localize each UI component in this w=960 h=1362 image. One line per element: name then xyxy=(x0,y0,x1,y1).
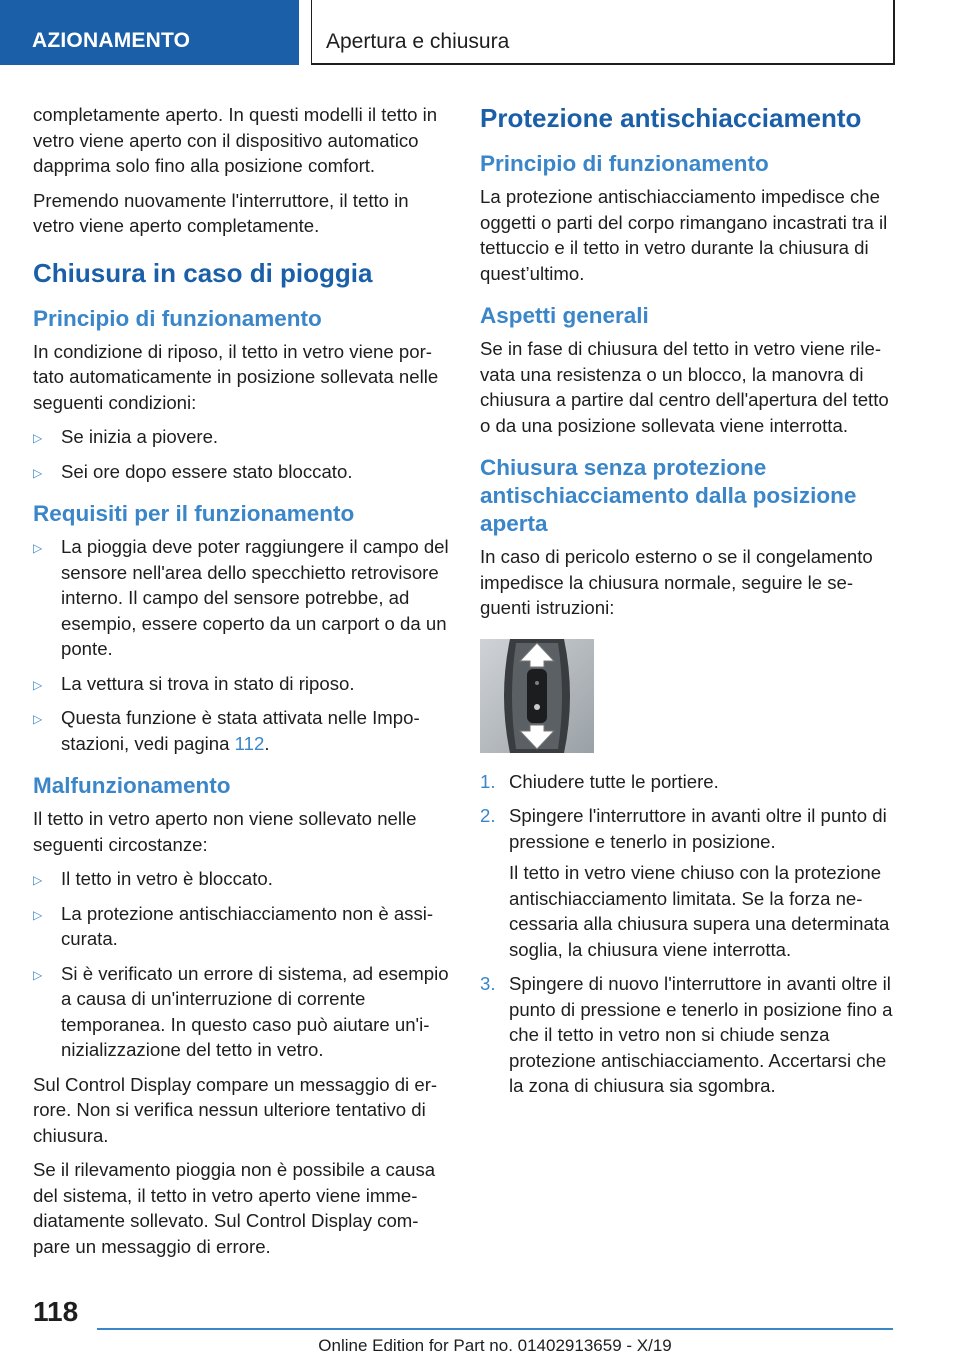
bullet-triangle-icon: ▷ xyxy=(33,677,43,692)
footer-divider xyxy=(97,1328,893,1330)
bullet-triangle-icon: ▷ xyxy=(33,431,43,445)
roof-switch-figure xyxy=(480,639,594,753)
right-column xyxy=(480,102,896,1108)
paragraph: Il tetto in vetro aperto non viene sollevato nelle seguenti circostanze: xyxy=(33,808,417,855)
rain-conditions-list xyxy=(33,424,449,484)
page-number: 118 xyxy=(33,1296,79,1327)
bullet-triangle-icon: ▷ xyxy=(33,873,43,887)
list-item: 3. Spingere di nuovo l'interruttore in avanti oltre il punto di pressione e tenerlo in posizione fino a che il tetto in vetro non si chiude senza protezione antischiacciamento. Accertarsi che la zona di chiusura sia sgombra. xyxy=(480,973,893,1096)
paragraph: Sul Control Display compare un messaggio di errore. Non si verifica nessun ulteriore tentativo di chiusura. xyxy=(33,1073,438,1146)
subheading-principle: Principio di funzionamento xyxy=(480,151,769,176)
subheading-closing-without-protection: Chiusura senza protezione antischiacciamento dalla posizione aperta xyxy=(480,455,857,536)
list-item: ▷ La vettura si trova in stato di riposo. xyxy=(33,671,449,697)
bullet-triangle-icon: ▷ xyxy=(33,541,43,555)
requirements-list xyxy=(33,534,449,756)
heading-rain-closing: Chiusura in caso di pioggia xyxy=(33,257,373,288)
header-section: AZIONAMENTO xyxy=(0,0,299,65)
bullet-triangle-icon: ▷ xyxy=(33,712,43,726)
left-column xyxy=(33,102,449,1268)
subheading-general: Aspetti generali xyxy=(480,303,649,328)
paragraph: In condizione di riposo, il tetto in vetro viene portato automaticamente in posizione sollevata nelle seguenti condizioni: xyxy=(33,340,439,413)
paragraph: Se il rilevamento pioggia non è possibile a causa del sistema, il tetto in vetro aperto viene immediatamente sollevato. Sul Control Display compare un messaggio di errore. xyxy=(33,1159,436,1257)
subheading-malfunction: Malfunzionamento xyxy=(33,773,231,798)
list-item: ▷ La pioggia deve poter raggiungere il campo del sensore nell'area dello specchietto retrovisore interno. Il campo del sensore potrebbe, ad esempio, essere coperto da un carport o da un ponte. xyxy=(33,536,449,659)
heading-anti-trap: Protezione antischiacciamento xyxy=(480,103,862,133)
list-item: ▷ Il tetto in vetro è bloccato. xyxy=(33,866,449,892)
list-item: 1. Chiudere tutte le portiere. xyxy=(480,770,719,792)
paragraph: La protezione antischiacciamento impedisce che oggetti o parti del corpo rimangano incastrati tra il tettuccio e il tetto in vetro durante la chiusura di quest’ultimo. xyxy=(480,186,888,284)
step-note: Il tetto in vetro viene chiuso con la protezione antischiacciamento limitata. Se la forza necessaria alla chiusura supera una determinata soglia, la chiusura viene interrotta. xyxy=(509,862,890,960)
bullet-triangle-icon: ▷ xyxy=(33,907,43,922)
list-item: ▷ Se inizia a piovere. xyxy=(33,424,449,450)
page-link[interactable]: 112 xyxy=(234,732,265,754)
header-title: Apertura e chiusura xyxy=(311,0,895,65)
list-item: ▷ Si è verificato un errore di sistema, ad esempio a causa di un'interruzione di corrente temporanea. In questo caso può aiutare un'inizializzazione del tetto in vetro. xyxy=(33,962,449,1060)
footer-edition: Online Edition for Part no. 01402913659 - X/19 xyxy=(318,1336,672,1355)
subheading-principle: Principio di funzionamento xyxy=(33,305,322,331)
paragraph: completamente aperto. In questi modelli il tetto in vetro viene aperto con il dispositivo automatico dapprima solo fino alla posizione comfort. xyxy=(33,104,438,176)
malfunction-list xyxy=(33,866,449,1063)
list-item: 2. Spingere l'interruttore in avanti oltre il punto di pressione e tenerlo in posizione. Il tetto in vetro viene chiuso con la protezione antischiacciamento limitata. Se la forza necessaria alla chiusura supera una determinata soglia, la chiusura viene interrotta. xyxy=(480,803,896,962)
steps-list xyxy=(480,769,896,1099)
paragraph: Se in fase di chiusura del tetto in vetro viene rilevata una resistenza o un blocco, la manovra di chiusura a partire dal centro dell'apertura del tetto o da una posizione sollevata viene interrotta. xyxy=(480,338,889,436)
subheading-requirements: Requisiti per il funzionamento xyxy=(33,501,355,526)
list-item: ▷ Sei ore dopo essere stato bloccato. xyxy=(33,459,449,485)
paragraph: Premendo nuovamente l'interruttore, il tetto in vetro viene aperto completamente. xyxy=(33,189,409,236)
bullet-triangle-icon: ▷ xyxy=(33,465,43,480)
paragraph: In caso di pericolo esterno o se il congelamento impedisce la chiusura normale, seguire le seguenti istruzioni: xyxy=(480,546,873,618)
bullet-triangle-icon: ▷ xyxy=(33,967,43,982)
list-item: ▷ Questa funzione è stata attivata nelle Impostazioni, vedi pagina 112. xyxy=(33,707,420,754)
list-item: ▷ La protezione antischiacciamento non è assicurata. xyxy=(33,902,434,949)
